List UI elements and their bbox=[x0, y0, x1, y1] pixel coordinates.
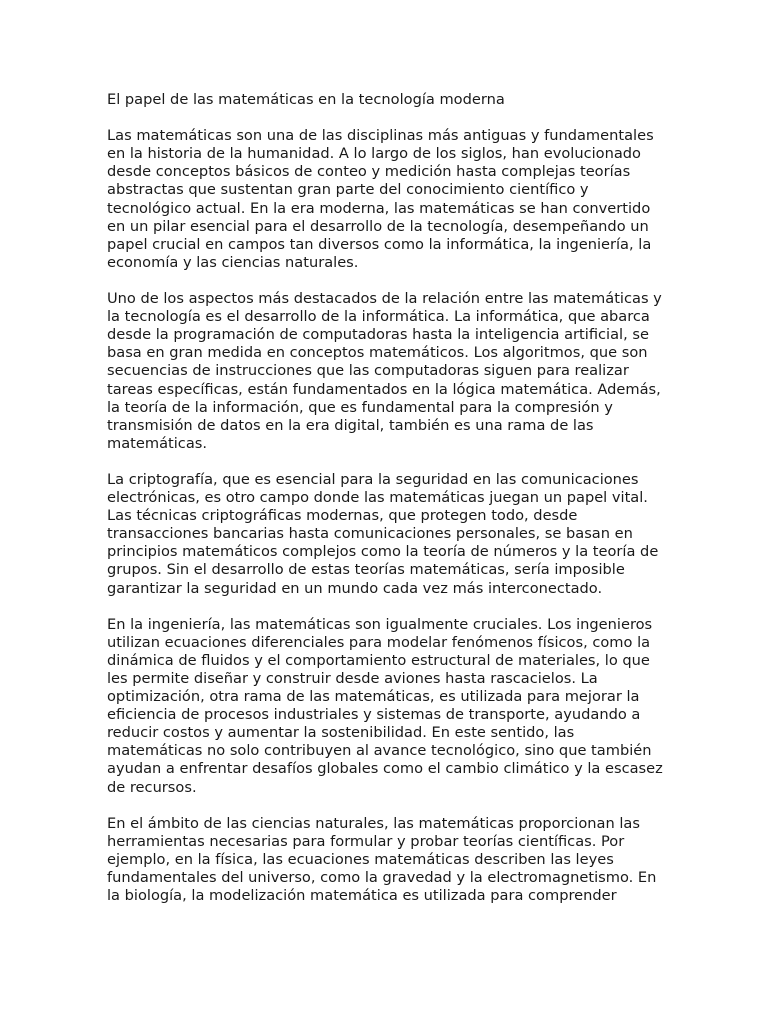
paragraph-3: La criptografía, que es esencial para la seguridad en las comunicaciones electrónicas, es otro campo donde las matemáticas juegan un papel vital. Las técnicas criptográficas modernas, que protegen todo, desde transacciones bancarias hasta comunicaciones personales, se basan en principios matemáticos complejos como la teoría de números y la teoría de grupos. Sin el desarrollo de estas teorías matemáticas, sería imposible garantizar la seguridad en un mundo cada vez más interconectado. bbox=[107, 470, 659, 597]
document-body bbox=[107, 91, 663, 923]
document-title: El papel de las matemáticas en la tecnología moderna bbox=[107, 91, 505, 108]
paragraph-2: Uno de los aspectos más destacados de la relación entre las matemáticas y la tecnología es el desarrollo de la informática. La informática, que abarca desde la programación de computadoras hasta la inteligencia artificial, se basa en gran medida en conceptos matemáticos. Los algoritmos, que son secuencias de instrucciones que las computadoras siguen para realizar tareas específicas, están fundamentados en la lógica matemática. Además, la teoría de la información, que es fundamental para la compresión y transmisión de datos en la era digital, también es una rama de las matemáticas. bbox=[107, 290, 662, 452]
paragraph-1: Las matemáticas son una de las disciplinas más antiguas y fundamentales en la historia de la humanidad. A lo largo de los siglos, han evolucionado desde conceptos básicos de conteo y medición hasta complejas teorías abstractas que sustentan gran parte del conocimiento científico y tecnológico actual. En la era moderna, las matemáticas se han convertido en un pilar esencial para el desarrollo de la tecnología, desempeñando un papel crucial en campos tan diversos como la informática, la ingeniería, la economía y las ciencias naturales. bbox=[107, 127, 654, 271]
paragraph-5: En el ámbito de las ciencias naturales, las matemáticas proporcionan las herramientas necesarias para formular y probar teorías científicas. Por ejemplo, en la física, las ecuaciones matemáticas describen las leyes fundamentales del universo, como la gravedad y la electromagnetismo. En la biología, la modelización matemática es utilizada para comprender bbox=[107, 814, 657, 905]
paragraph-4: En la ingeniería, las matemáticas son igualmente cruciales. Los ingenieros utilizan ecuaciones diferenciales para modelar fenómenos físicos, como la dinámica de fluidos y el comportamiento estructural de materiales, lo que les permite diseñar y construir desde aviones hasta rascacielos. La optimización, otra rama de las matemáticas, es utilizada para mejorar la eficiencia de procesos industriales y sistemas de transporte, ayudando a reducir costos y aumentar la sostenibilidad. En este sentido, las matemáticas no solo contribuyen al avance tecnológico, sino que también ayudan a enfrentar desafíos globales como el cambio climático y la escasez de recursos. bbox=[107, 615, 663, 796]
